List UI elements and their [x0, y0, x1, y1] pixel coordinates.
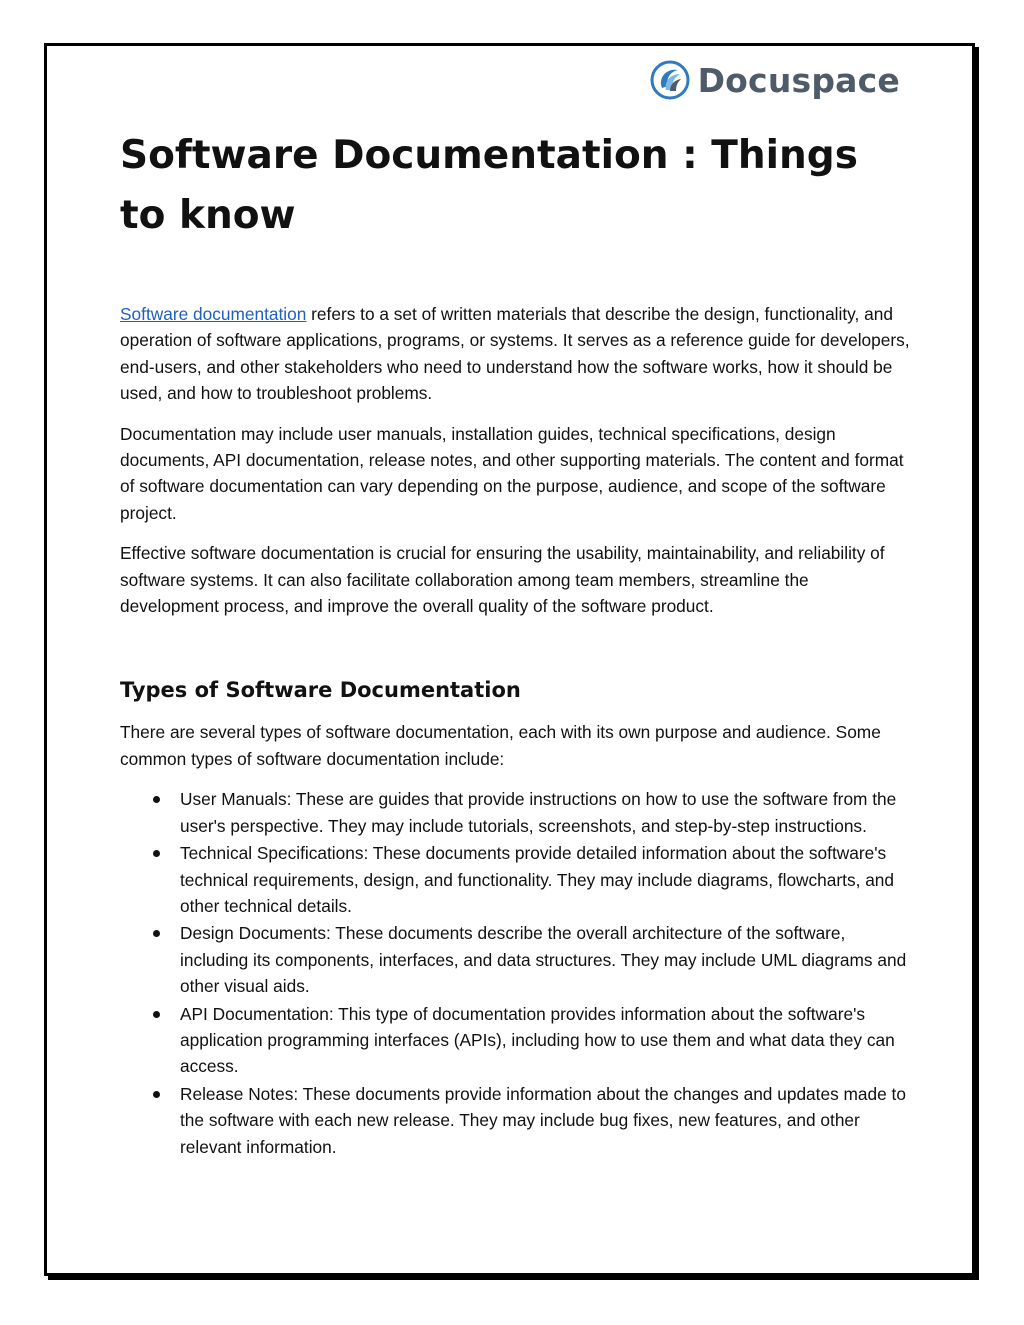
document-body	[120, 126, 910, 1161]
bullet-icon	[153, 850, 160, 857]
list-item-release-notes	[120, 1081, 910, 1160]
documentation-types-list	[120, 786, 910, 1160]
section-heading: Types of Software Documentation	[120, 678, 521, 703]
software-documentation-link[interactable]: Software documentation	[120, 304, 307, 324]
bullet-icon	[153, 796, 160, 803]
brand-logo	[650, 60, 900, 100]
list-item-text: API Documentation: This type of documentation provides information about the software's application programming interfaces (APIs), including how to use them and what data they can access.	[180, 1003, 895, 1077]
paragraph-importance: Effective software documentation is crucial for ensuring the usability, maintainability, and reliability of software systems. It can also facilitate collaboration among team members, streamline the development process, and improve the overall quality of the software product.	[120, 543, 885, 617]
list-item-design-documents	[120, 920, 910, 999]
bullet-icon	[153, 1011, 160, 1018]
docuspace-swirl-icon	[650, 60, 690, 100]
bullet-icon	[153, 1091, 160, 1098]
intro-paragraph	[120, 301, 910, 407]
paragraph-materials: Documentation may include user manuals, installation guides, technical specifications, design documents, API documentation, release notes, and other supporting materials. The content and format of software documentation can vary depending on the purpose, audience, and scope of the software project.	[120, 423, 904, 523]
list-item-text: Technical Specifications: These documents provide detailed information about the software's technical requirements, design, and functionality. They may include diagrams, flowcharts, and other technical details.	[180, 843, 895, 916]
section-intro: There are several types of software documentation, each with its own purpose and audience. Some common types of software documentation include:	[120, 722, 881, 769]
list-item-technical-specifications	[120, 840, 910, 919]
intro-text: refers to a set of written materials that describe the design, functionality, and operation of software applications, programs, or systems. It serves as a reference guide for developers, end-users, and other stakeholders who need to understand how the software works, how it should be used, and how to troubleshoot problems.	[120, 304, 910, 404]
bullet-icon	[153, 930, 160, 937]
list-item-api-documentation	[120, 1001, 910, 1080]
list-item-text: Release Notes: These documents provide information about the changes and updates made to the software with each new release. They may include bug fixes, new features, and other relevant information.	[180, 1083, 906, 1157]
list-item-text: User Manuals: These are guides that provide instructions on how to use the software from the user's perspective. They may include tutorials, screenshots, and step-by-step instructions.	[180, 789, 897, 836]
document-title: Software Documentation : Things to know	[120, 133, 858, 238]
list-item-text: Design Documents: These documents describe the overall architecture of the software, including its components, interfaces, and data structures. They may include UML diagrams and other visual aids.	[180, 923, 907, 997]
brand-name: Docuspace	[697, 60, 900, 100]
list-item-user-manuals	[120, 786, 910, 839]
document-page	[44, 43, 975, 1276]
